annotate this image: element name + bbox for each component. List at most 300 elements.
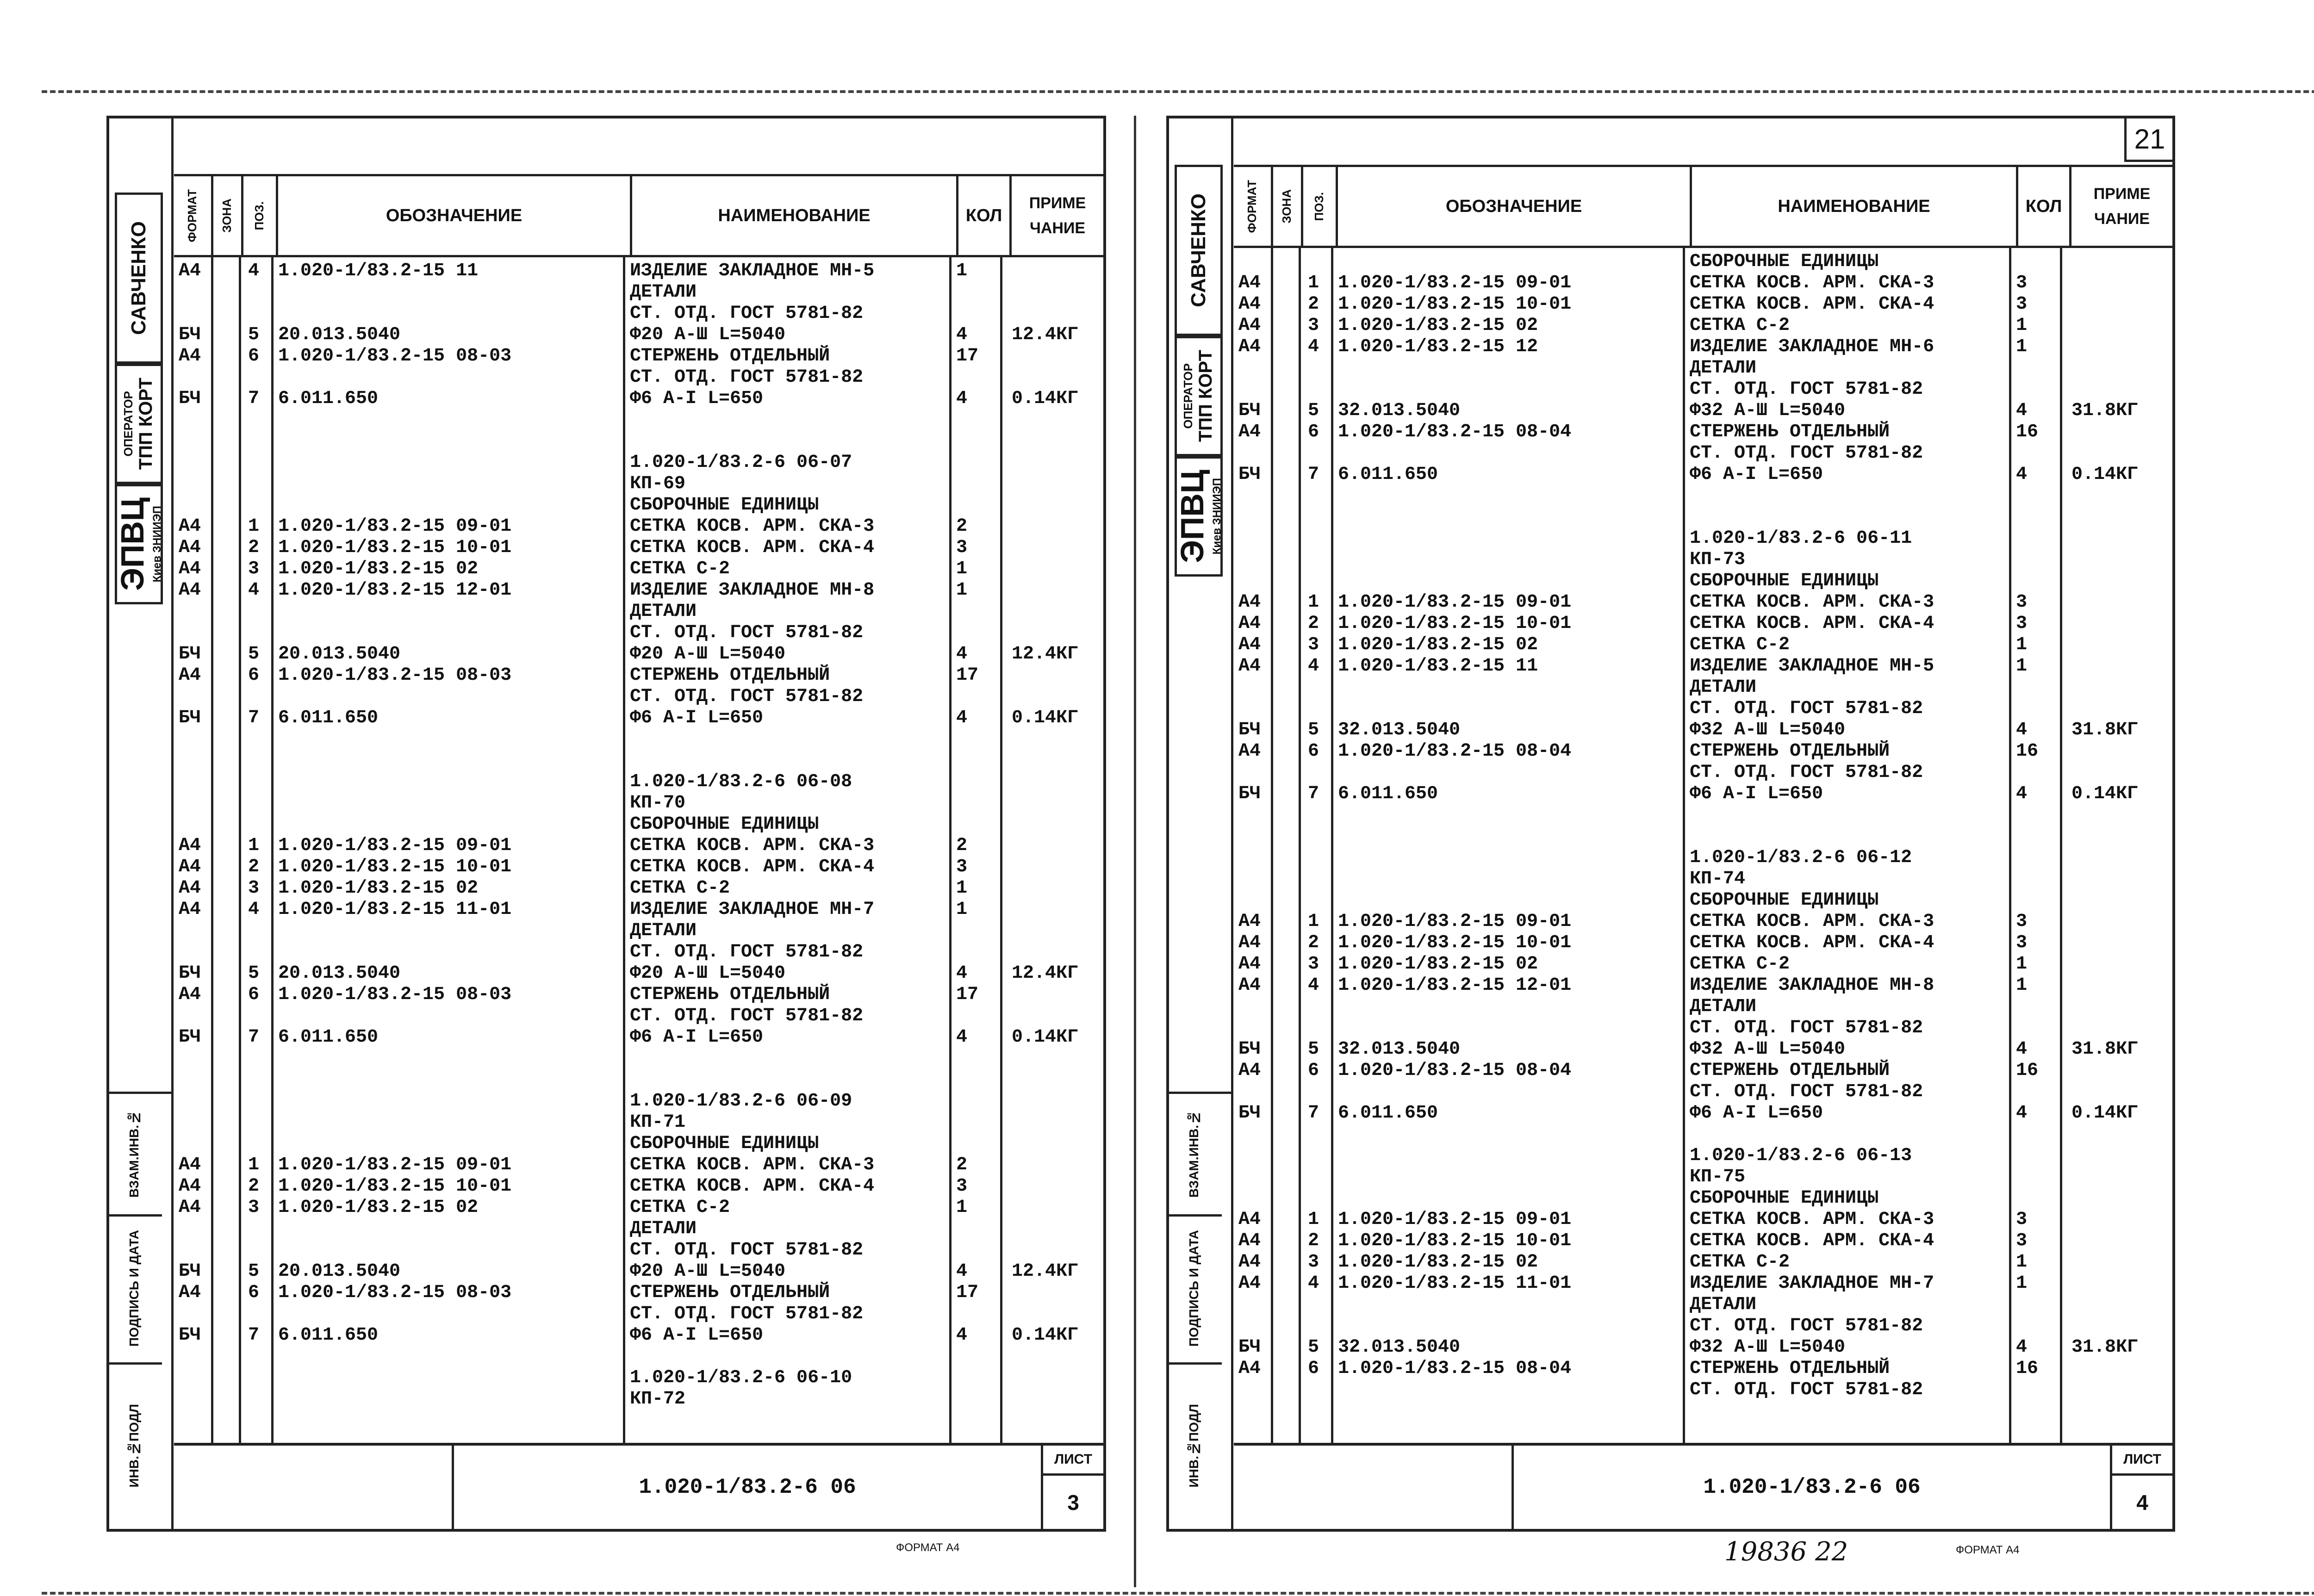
table-row [174,1197,1103,1217]
col-name-header: НАИМЕНОВАНИЕ [1692,167,2018,246]
table-row [174,1389,1103,1409]
cell-pos: 1 [248,516,260,537]
cell-pos: 3 [1308,1252,1319,1273]
cell-designation: 1.020-1/83.2-15 09-01 [1338,273,1572,293]
table-row [1234,549,2172,570]
cell-format: А4 [1238,1252,1261,1273]
cell-name: 1.020-1/83.2-6 06-10 [630,1367,852,1388]
cell-designation: 1.020-1/83.2-15 10-01 [278,857,512,877]
cell-format: А4 [179,878,201,899]
cell-qty: 1 [2016,336,2028,357]
table-row [1234,294,2172,314]
table-row [1234,1188,2172,1208]
cell-qty: 17 [956,665,979,686]
cell-name: СЕТКА КОСВ. АРМ. СКА-4 [630,857,875,877]
table-row [1234,975,2172,995]
cell-name: СЕТКА С-2 [630,878,730,899]
cell-name: СЕТКА КОСВ. АРМ. СКА-4 [1690,932,1935,953]
table-row [174,1304,1103,1324]
title-stamp-strip [106,118,174,1529]
cell-format: А4 [1238,592,1261,613]
cell-format: А4 [1238,336,1261,357]
cell-format: А4 [1238,1358,1261,1379]
cell-qty: 1 [2016,975,2028,996]
table-row [174,1282,1103,1303]
cell-designation: 32.013.5040 [1338,400,1461,421]
cell-format: А4 [1238,273,1261,293]
stamp-org-text: ЭПВЦ [114,497,150,591]
stamp-author [1175,165,1223,336]
cell-name: СТЕРЖЕНЬ ОТДЕЛЬНЫЙ [630,665,830,686]
cell-name: СБОРОЧНЫЕ ЕДИНИЦЫ [1690,571,1879,591]
col-pos-header [243,176,278,255]
cell-designation: 1.020-1/83.2-15 08-03 [278,665,512,686]
cell-name: СТЕРЖЕНЬ ОТДЕЛЬНЫЙ [1690,741,1890,762]
table-row [174,1069,1103,1090]
cell-name: СЕТКА КОСВ. АРМ. СКА-4 [1690,294,1935,315]
cell-pos: 2 [1308,613,1319,634]
table-row [174,963,1103,983]
cell-format: А4 [179,1197,201,1218]
cell-name: ИЗДЕЛИЕ ЗАКЛАДНОЕ МН-7 [1690,1273,1935,1294]
cell-designation: 1.020-1/83.2-15 12 [1338,336,1538,357]
table-row [1234,336,2172,357]
cell-pos: 7 [248,388,260,409]
cell-format: А4 [1238,315,1261,336]
cell-name: СБОРОЧНЫЕ ЕДИНИЦЫ [1690,251,1879,272]
cell-pos: 1 [1308,592,1319,613]
cell-name: ДЕТАЛИ [630,1218,697,1239]
table-row [1234,273,2172,293]
table-row [174,303,1103,323]
cell-format: А4 [1238,1209,1261,1230]
cell-pos: 6 [1308,1060,1319,1081]
cell-format: БЧ [179,324,201,345]
cell-qty: 4 [956,1325,968,1346]
stamp-korrector-text: ТПП КОРТ [136,378,156,470]
table-row [174,537,1103,558]
table-row [1234,762,2172,782]
cell-pos: 4 [1308,656,1319,677]
stamp-korrector-text: ТПП КОРТ [1195,350,1216,442]
cell-pos: 5 [1308,1337,1319,1358]
cell-qty: 4 [956,324,968,345]
cell-name: СБОРОЧНЫЕ ЕДИНИЦЫ [1690,890,1879,911]
table-row [174,708,1103,728]
cell-designation: 32.013.5040 [1338,1039,1461,1060]
cell-name: КП-75 [1690,1167,1746,1187]
cell-name: ИЗДЕЛИЕ ЗАКЛАДНОЕ МН-8 [630,580,875,601]
stamp-author-text: САВЧЕНКО [127,221,150,335]
table-row [174,857,1103,877]
cell-name: СЕТКА С-2 [1690,634,1790,655]
cell-format: БЧ [1238,1337,1261,1358]
cell-format: А4 [179,665,201,686]
stamp-org-sub-text: Киев ЗНИИЭП [151,506,163,583]
cell-name: СЕТКА КОСВ. АРМ. СКА-4 [630,1176,875,1197]
cell-qty: 17 [956,1282,979,1303]
cell-pos: 6 [1308,1358,1319,1379]
table-row [1234,464,2172,484]
cell-qty: 1 [2016,315,2028,336]
cell-note: 0.14КГ [2071,464,2139,485]
cell-name: СЕТКА КОСВ. АРМ. СКА-3 [630,1155,875,1175]
table-row [174,750,1103,770]
cell-note: 0.14КГ [1012,1325,1079,1346]
inv-zam-cell [1166,1094,1222,1217]
table-row [1234,656,2172,676]
cell-format: А4 [1238,741,1261,762]
stamp-operator [1175,336,1223,456]
title-stamp-strip [1166,118,1233,1529]
table-row [174,431,1103,451]
table-row [1234,1145,2172,1166]
cell-name: Ф6 А-I L=650 [1690,783,1823,804]
cell-designation: 6.011.650 [278,1325,379,1346]
cell-qty: 1 [2016,1252,2028,1273]
cell-name: СТ. ОТД. ГОСТ 5781-82 [630,1240,864,1261]
cell-designation: 20.013.5040 [278,324,401,345]
scan-border-bottom [42,1592,2314,1595]
table-row [1234,422,2172,442]
sign-date-cell [1166,1214,1222,1365]
cell-designation: 1.020-1/83.2-15 02 [1338,954,1538,975]
cell-designation: 6.011.650 [278,388,379,409]
cell-qty: 1 [956,559,968,579]
cell-pos: 3 [1308,634,1319,655]
table-row [174,1048,1103,1068]
cell-qty: 1 [2016,1273,2028,1294]
approval-strip [106,1092,171,1488]
title-block-blank [1234,1446,1514,1529]
cell-designation: 6.011.650 [278,708,379,728]
col-format-label: ФОРМАТ [1245,180,1259,233]
table-row [1234,1124,2172,1144]
cell-name: СТ. ОТД. ГОСТ 5781-82 [1690,1316,1923,1336]
cell-format: А4 [179,516,201,537]
cell-name: СТ. ОТД. ГОСТ 5781-82 [630,1304,864,1324]
cell-qty: 3 [2016,1230,2028,1251]
cell-name: СБОРОЧНЫЕ ЕДИНИЦЫ [630,495,819,515]
cell-pos: 3 [1308,954,1319,975]
table-row [1234,1081,2172,1102]
table-row [1234,720,2172,740]
cell-format: БЧ [1238,783,1261,804]
cell-name: ИЗДЕЛИЕ ЗАКЛАДНОЕ МН-5 [630,261,875,281]
cell-format: А4 [1238,975,1261,996]
cell-format: БЧ [179,388,201,409]
cell-designation: 1.020-1/83.2-15 10-01 [1338,1230,1572,1251]
cell-qty: 3 [2016,932,2028,953]
cell-qty: 3 [956,537,968,558]
cell-format: А4 [179,1155,201,1175]
table-row [1234,1103,2172,1123]
cell-pos: 4 [248,580,260,601]
cell-designation: 32.013.5040 [1338,1337,1461,1358]
table-row [174,580,1103,600]
cell-qty: 4 [956,644,968,664]
cell-pos: 5 [1308,1039,1319,1060]
col-designation-header: ОБОЗНАЧЕНИЕ [1338,167,1692,246]
table-row [174,1367,1103,1388]
col-pos-header [1303,167,1338,246]
cell-designation: 1.020-1/83.2-15 08-04 [1338,1060,1572,1081]
table-row [1234,571,2172,591]
cell-pos: 4 [1308,336,1319,357]
table-row [1234,1167,2172,1187]
cell-name: СТ. ОТД. ГОСТ 5781-82 [630,622,864,643]
cell-name: 1.020-1/83.2-6 06-12 [1690,847,1912,868]
table-row [174,1091,1103,1111]
cell-qty: 2 [956,835,968,856]
cell-name: Ф32 А-Ш L=5040 [1690,1039,1846,1060]
cell-pos: 7 [248,1027,260,1048]
table-row [174,1176,1103,1196]
table-row [1234,954,2172,974]
cell-name: СЕТКА С-2 [630,1197,730,1218]
table-row [174,835,1103,856]
table-row [174,324,1103,345]
table-row [174,878,1103,898]
inv-podl-cell [106,1362,162,1529]
cell-designation: 20.013.5040 [278,963,401,984]
cell-designation: 32.013.5040 [1338,720,1461,740]
cell-qty: 3 [2016,1209,2028,1230]
table-row [174,644,1103,664]
col-note-header [2071,167,2172,246]
col-pos-label: ПОЗ. [252,201,267,230]
cell-name: ДЕТАЛИ [1690,677,1757,698]
cell-name: СТЕРЖЕНЬ ОТДЕЛЬНЫЙ [1690,422,1890,442]
cell-pos: 3 [248,878,260,899]
cell-designation: 1.020-1/83.2-15 02 [278,878,479,899]
cell-name: СЕТКА КОСВ. АРМ. СКА-3 [630,516,875,537]
cell-name: СЕТКА КОСВ. АРМ. СКА-3 [1690,273,1935,293]
cell-designation: 1.020-1/83.2-15 11-01 [278,899,512,920]
table-row [1234,869,2172,889]
cell-name: 1.020-1/83.2-6 06-11 [1690,528,1912,549]
cell-name: СБОРОЧНЫЕ ЕДИНИЦЫ [630,814,819,835]
cell-name: СТ. ОТД. ГОСТ 5781-82 [1690,762,1923,783]
stamp-operator [115,364,163,484]
stamp-org [115,484,163,604]
cell-format: БЧ [1238,1103,1261,1124]
cell-pos: 5 [248,963,260,984]
cell-name: Ф20 А-Ш L=5040 [630,644,786,664]
cell-designation: 1.020-1/83.2-15 12-01 [278,580,512,601]
cell-qty: 2 [956,516,968,537]
cell-name: СЕТКА КОСВ. АРМ. СКА-3 [630,835,875,856]
sheet-separator [1134,116,1136,1587]
cell-qty: 4 [2016,783,2028,804]
cell-name: ДЕТАЛИ [1690,996,1757,1017]
sheet-number: 3 [1067,1490,1079,1515]
cell-name: ДЕТАЛИ [1690,1294,1757,1315]
cell-name: СЕТКА КОСВ. АРМ. СКА-4 [1690,1230,1935,1251]
table-row [1234,783,2172,804]
cell-name: СЕТКА С-2 [1690,954,1790,975]
doc-code: 1.020-1/83.2-6 06 [454,1446,1043,1529]
cell-name: Ф20 А-Ш L=5040 [630,963,786,984]
table-row [1234,826,2172,846]
table-row [174,920,1103,941]
table-row [174,346,1103,366]
cell-name: ИЗДЕЛИЕ ЗАКЛАДНОЕ МН-6 [1690,336,1935,357]
cell-pos: 2 [248,1176,260,1197]
cell-format: А4 [179,261,201,281]
doc-code: 1.020-1/83.2-6 06 [1514,1446,2112,1529]
cell-designation: 1.020-1/83.2-15 11 [1338,656,1538,677]
sheet-number-cell [2112,1446,2172,1529]
cell-format: А4 [1238,1273,1261,1294]
cell-name: СТЕРЖЕНЬ ОТДЕЛЬНЫЙ [630,1282,830,1303]
cell-note: 12.4КГ [1012,1261,1079,1282]
cell-qty: 4 [2016,400,2028,421]
cell-qty: 3 [956,1176,968,1197]
cell-designation: 1.020-1/83.2-15 11 [278,261,479,281]
table-row [1234,1316,2172,1336]
cell-pos: 6 [1308,741,1319,762]
cell-qty: 16 [2016,1060,2039,1081]
table-row [174,1240,1103,1260]
col-zone-header [1273,167,1303,246]
cell-pos: 7 [1308,783,1319,804]
cell-pos: 2 [1308,1230,1319,1251]
table-row [1234,1209,2172,1230]
table-row [174,1133,1103,1154]
cell-name: СЕТКА КОСВ. АРМ. СКА-3 [1690,1209,1935,1230]
table-header [1234,165,2172,248]
col-format-header [174,176,213,255]
cell-pos: 3 [1308,315,1319,336]
cell-name: СЕТКА С-2 [630,559,730,579]
cell-designation: 1.020-1/83.2-15 08-04 [1338,422,1572,442]
cell-designation: 1.020-1/83.2-15 09-01 [278,516,512,537]
cell-format: БЧ [179,1261,201,1282]
cell-format: А4 [179,1282,201,1303]
cell-name: СТ. ОТД. ГОСТ 5781-82 [630,1006,864,1026]
cell-note: 0.14КГ [2071,1103,2139,1124]
table-row [1234,805,2172,825]
col-qty-header: КОЛ [958,176,1012,255]
cell-qty: 2 [956,1155,968,1175]
stamp-operator-text: ОПЕРАТОР [1181,363,1195,429]
table-row [1234,1273,2172,1293]
cell-name: СТ. ОТД. ГОСТ 5781-82 [1690,698,1923,719]
stamp-org-sub-text: Киев ЗНИИЭП [1211,478,1223,555]
cell-pos: 2 [1308,294,1319,315]
table-row [174,261,1103,281]
cell-note: 0.14КГ [2071,783,2139,804]
cell-note: 0.14КГ [1012,388,1079,409]
inv-podl-cell [1166,1362,1222,1529]
cell-format: БЧ [179,1027,201,1048]
cell-name: СЕТКА С-2 [1690,315,1790,336]
table-row [174,452,1103,472]
cell-qty: 16 [2016,741,2039,762]
cell-name: Ф32 А-Ш L=5040 [1690,1337,1846,1358]
cell-name: ИЗДЕЛИЕ ЗАКЛАДНОЕ МН-7 [630,899,875,920]
cell-name: ДЕТАЛИ [1690,358,1757,379]
table-row [1234,741,2172,761]
table-row [1234,677,2172,697]
cell-qty: 4 [2016,1337,2028,1358]
cell-name: Ф20 А-Ш L=5040 [630,1261,786,1282]
col-note-label-1: ПРИМЕ [1029,194,1086,212]
cell-pos: 6 [248,1282,260,1303]
cell-qty: 1 [2016,634,2028,655]
table-row [174,942,1103,962]
cell-qty: 1 [2016,954,2028,975]
table-row [174,665,1103,685]
cell-name: СБОРОЧНЫЕ ЕДИНИЦЫ [630,1133,819,1154]
cell-format: БЧ [1238,1039,1261,1060]
cell-pos: 6 [248,665,260,686]
cell-pos: 7 [248,1325,260,1346]
format-note: ФОРМАТ А4 [1956,1544,2020,1556]
cell-pos: 3 [248,1197,260,1218]
table-row [174,1346,1103,1366]
table-row [1234,592,2172,612]
cell-format: БЧ [1238,400,1261,421]
cell-qty: 3 [2016,613,2028,634]
spec-sheet-left [106,116,1106,1554]
cell-format: А4 [1238,613,1261,634]
table-row [174,388,1103,409]
cell-format: А4 [1238,932,1261,953]
cell-name: Ф6 А-I L=650 [630,708,764,728]
cell-pos: 1 [1308,1209,1319,1230]
table-row [174,1006,1103,1026]
col-pos-label: ПОЗ. [1312,192,1326,221]
cell-qty: 4 [2016,1039,2028,1060]
cell-name: СТ. ОТД. ГОСТ 5781-82 [1690,379,1923,400]
cell-designation: 1.020-1/83.2-15 10-01 [1338,294,1572,315]
cell-name: 1.020-1/83.2-6 06-07 [630,452,852,473]
cell-qty: 3 [2016,273,2028,293]
cell-pos: 4 [1308,1273,1319,1294]
scan-border-top [42,90,2314,93]
cell-name: СЕТКА КОСВ. АРМ. СКА-3 [1690,592,1935,613]
cell-name: СБОРОЧНЫЕ ЕДИНИЦЫ [1690,1188,1879,1209]
cell-qty: 16 [2016,1358,2039,1379]
cell-format: А4 [179,857,201,877]
cell-qty: 4 [2016,1103,2028,1124]
cell-name: КП-72 [630,1389,686,1410]
cell-qty: 4 [956,1261,968,1282]
cell-designation: 6.011.650 [1338,1103,1438,1124]
table-row [174,984,1103,1005]
spec-table-left [174,174,1103,1446]
cell-note: 12.4КГ [1012,963,1079,984]
cell-qty: 1 [2016,656,2028,677]
cell-format: БЧ [1238,464,1261,485]
sheet-label: ЛИСТ [2112,1446,2172,1476]
table-row [174,1027,1103,1047]
cell-format: А4 [179,984,201,1005]
cell-pos: 5 [248,644,260,664]
cell-format: А4 [1238,911,1261,932]
col-format-header [1234,167,1273,246]
table-row [174,1112,1103,1132]
cell-qty: 4 [956,1027,968,1048]
table-row [174,1261,1103,1281]
cell-name: СТ. ОТД. ГОСТ 5781-82 [630,686,864,707]
cell-designation: 1.020-1/83.2-15 11-01 [1338,1273,1572,1294]
cell-name: 1.020-1/83.2-6 06-08 [630,771,852,792]
cell-name: Ф20 А-Ш L=5040 [630,324,786,345]
cell-name: СТЕРЖЕНЬ ОТДЕЛЬНЫЙ [1690,1060,1890,1081]
